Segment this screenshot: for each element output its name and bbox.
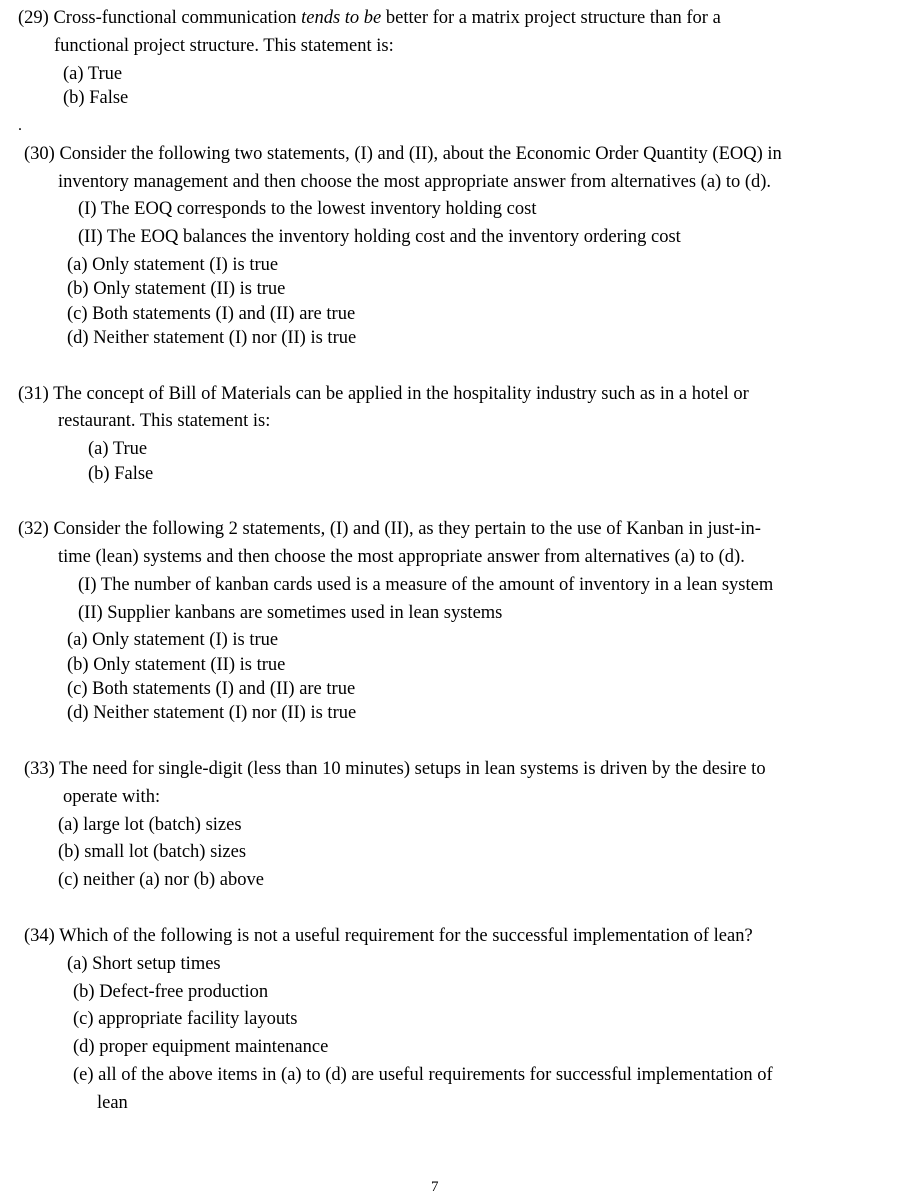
- q29-stem-emphasis: tends to be: [301, 8, 382, 28]
- q33-option-b: (b) small lot (batch) sizes: [58, 842, 247, 862]
- q32-stem-cont: time (lean) systems and then choose the most appropriate answer from alternatives (a) to (d).: [58, 547, 745, 567]
- q32-statement-1: (I) The number of kanban cards used is a measure of the amount of inventory in a lean system: [78, 575, 774, 595]
- q33-stem: (33) The need for single-digit (less than 10 minutes) setups in lean systems is driven by the desire to: [24, 759, 766, 779]
- q30-option-d: (d) Neither statement (I) nor (II) is true: [67, 328, 357, 348]
- q30-statement-1: (I) The EOQ corresponds to the lowest inventory holding cost: [78, 199, 537, 219]
- q29-stem-part: better for a matrix project structure than for a: [381, 8, 721, 28]
- q33-stem-cont: operate with:: [63, 787, 161, 807]
- q29-option-a: (a) True: [63, 64, 123, 84]
- q29-stem-part: (29) Cross-functional communication: [18, 8, 302, 28]
- q31-option-a: (a) True: [88, 439, 148, 459]
- q32-option-d: (d) Neither statement (I) nor (II) is true: [67, 703, 357, 723]
- q32-option-c: (c) Both statements (I) and (II) are true: [67, 679, 356, 699]
- q34-option-a: (a) Short setup times: [67, 954, 221, 974]
- q30-option-b: (b) Only statement (II) is true: [67, 279, 286, 299]
- q32-option-a: (a) Only statement (I) is true: [67, 630, 279, 650]
- q30-option-c: (c) Both statements (I) and (II) are true: [67, 304, 356, 324]
- q29-stem: [18, 7, 721, 29]
- q34-option-c: (c) appropriate facility layouts: [73, 1009, 298, 1029]
- q34-option-d: (d) proper equipment maintenance: [73, 1037, 329, 1057]
- q34-option-e: (e) all of the above items in (a) to (d) are useful requirements for successful implementation of: [73, 1065, 773, 1085]
- q34-option-b: (b) Defect-free production: [73, 982, 269, 1002]
- q29-stem-cont: functional project structure. This statement is:: [54, 36, 394, 56]
- q32-option-b: (b) Only statement (II) is true: [67, 655, 286, 675]
- q32-stem: (32) Consider the following 2 statements, (I) and (II), as they pertain to the use of Kanban in just-in-: [18, 519, 761, 539]
- q31-stem: (31) The concept of Bill of Materials can be applied in the hospitality industry such as in a hotel or: [18, 384, 749, 404]
- q30-stem-cont: inventory management and then choose the most appropriate answer from alternatives (a) to (d).: [58, 172, 772, 192]
- q34-option-e-cont: lean: [97, 1093, 128, 1113]
- q30-option-a: (a) Only statement (I) is true: [67, 255, 279, 275]
- q30-statement-2: (II) The EOQ balances the inventory holding cost and the inventory ordering cost: [78, 227, 681, 247]
- stray-mark: .: [18, 117, 22, 134]
- q33-option-c: (c) neither (a) nor (b) above: [58, 870, 264, 890]
- q30-stem: (30) Consider the following two statements, (I) and (II), about the Economic Order Quantity (EOQ) in: [24, 144, 782, 164]
- page-number: 7: [431, 1179, 439, 1195]
- q33-option-a: (a) large lot (batch) sizes: [58, 815, 242, 835]
- q29-option-b: (b) False: [63, 88, 129, 108]
- q32-statement-2: (II) Supplier kanbans are sometimes used in lean systems: [78, 603, 503, 623]
- q31-stem-cont: restaurant. This statement is:: [58, 411, 271, 431]
- q34-stem: (34) Which of the following is not a useful requirement for the successful implementation of lean?: [24, 926, 753, 946]
- q31-option-b: (b) False: [88, 464, 154, 484]
